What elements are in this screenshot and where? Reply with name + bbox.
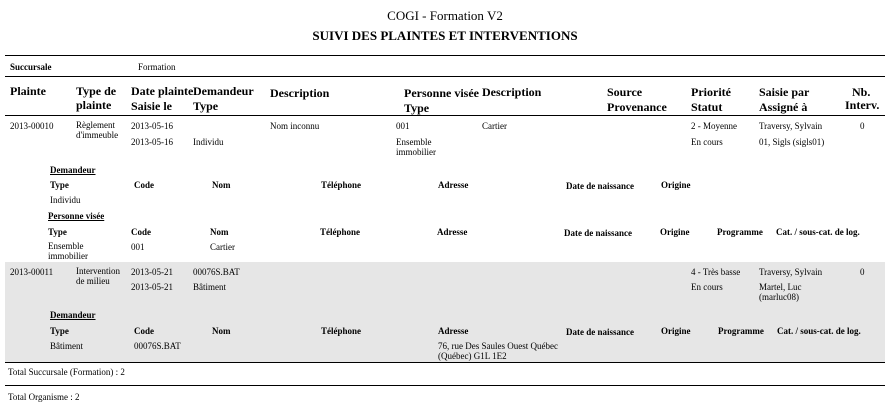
subcol-adresse: Adresse [438,180,469,190]
col-saisie-le: Saisie le [131,99,172,113]
detail-demandeur-type: Bâtiment [50,341,83,351]
col-type-plainte-1: Type de [76,84,117,98]
detail-pv-type: Ensemble immobilier [48,241,88,261]
col-personne-visee: Personne visée [404,86,479,100]
subcol-nom: Nom [210,227,229,237]
divider [5,362,885,363]
complaint-priorite: 2 - Moyenne [691,121,737,131]
report-app-title: COGI - Formation V2 [387,8,503,23]
col-demandeur-type: Type [193,99,219,113]
subcol-type: Type [50,326,69,336]
divider [5,55,885,56]
complaint-pv-type: Ensemble immobilier [396,137,436,157]
subcol-telephone: Téléphone [321,326,362,336]
total-organisme: Total Organisme : 2 [8,392,80,402]
detail-demandeur-type: Individu [50,195,81,205]
col-description-2: Description [482,85,542,99]
subcol-adresse: Adresse [437,227,468,237]
subcol-origine: Origine [660,227,690,237]
col-provenance: Provenance [607,100,667,114]
subcol-date-naissance: Date de naissance [566,181,634,191]
complaint-saisie-par: Traversy, Sylvain [759,267,823,277]
col-description: Description [270,86,330,100]
complaint-statut: En cours [691,137,723,147]
col-type-plainte-2: plainte [76,98,112,112]
col-pv-type: Type [404,101,430,115]
detail-pv-code: 001 [131,242,145,252]
divider [5,115,885,116]
complaint-demandeur-type: Individu [193,137,224,147]
section-title-demandeur: Demandeur [50,310,96,320]
divider [5,385,885,386]
detail-demandeur-adresse: 76, rue Des Saules Ouest Québec (Québec) G1L 1E2 [438,341,558,361]
detail-pv-nom: Cartier [210,242,235,252]
complaint-description: Nom inconnu [270,121,320,131]
detail-demandeur-code: 00076S.BAT [134,341,181,351]
subcol-date-naissance: Date de naissance [566,327,634,337]
divider [5,76,885,77]
complaint-assigne-a: Martel, Luc (marluc08) [759,282,802,302]
subcol-nom: Nom [212,180,231,190]
complaint-statut: En cours [691,282,723,292]
subcol-code: Code [131,227,151,237]
complaint-number: 2013-00010 [10,121,54,131]
complaint-date: 2013-05-16 [131,121,173,131]
complaint-nb-interv: 0 [860,267,865,277]
subcol-cat: Cat. / sous-cat. de log. [776,227,860,237]
complaint-date: 2013-05-21 [131,267,173,277]
complaint-type: Règlement d'immeuble [76,120,119,140]
complaint-pv-code: 001 [396,121,410,131]
complaint-nb-interv: 0 [860,121,865,131]
subcol-type: Type [50,180,69,190]
subcol-nom: Nom [212,326,231,336]
subcol-origine: Origine [661,180,691,190]
subcol-telephone: Téléphone [321,180,362,190]
subcol-date-naissance: Date de naissance [564,228,632,238]
col-nb-interv-1: Nb. [852,85,871,99]
col-saisie-par: Saisie par [759,85,810,99]
subcol-origine: Origine [661,326,691,336]
col-nb-interv-2: Interv. [845,98,880,112]
subcol-telephone: Téléphone [320,227,361,237]
complaint-priorite: 4 - Très basse [691,267,741,277]
col-date-plainte: Date plainte [131,84,194,98]
col-priorite: Priorité [691,85,731,99]
subcol-code: Code [134,326,154,336]
complaint-number: 2013-00011 [10,267,54,277]
complaint-demandeur-type: Bâtiment [193,282,226,292]
subcol-type: Type [48,227,67,237]
complaint-pv-description: Cartier [482,121,507,131]
complaint-saisie-par: Traversy, Sylvain [759,121,823,131]
subcol-code: Code [134,180,154,190]
col-demandeur: Demandeur [193,84,254,98]
report-title: SUIVI DES PLAINTES ET INTERVENTIONS [312,28,578,43]
section-title-demandeur: Demandeur [50,165,96,175]
subcol-cat: Cat. / sous-cat. de log. [777,326,861,336]
complaint-saisie-le: 2013-05-21 [131,282,173,292]
subcol-programme: Programme [718,326,764,336]
succursale-label: Succursale [10,62,52,72]
col-source: Source [607,85,643,99]
section-title-personne-visee: Personne visée [48,211,105,221]
subcol-programme: Programme [717,227,763,237]
complaint-type: Intervention de milieu [76,266,120,286]
col-plainte: Plainte [10,84,46,98]
col-statut: Statut [691,100,723,114]
complaint-demandeur: 00076S.BAT [193,267,240,277]
succursale-value: Formation [138,62,176,72]
complaint-assigne-a: 01, Sigls (sigls01) [759,137,825,147]
col-assigne-a: Assigné à [759,100,808,114]
complaint-saisie-le: 2013-05-16 [131,137,173,147]
total-succursale: Total Succursale (Formation) : 2 [8,367,125,377]
subcol-adresse: Adresse [438,326,469,336]
